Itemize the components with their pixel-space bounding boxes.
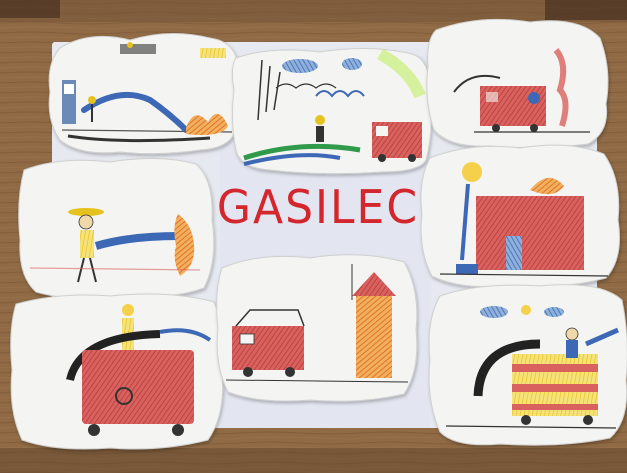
drawing-top-right [427, 19, 608, 147]
poster-title: GASILEC [216, 180, 420, 234]
